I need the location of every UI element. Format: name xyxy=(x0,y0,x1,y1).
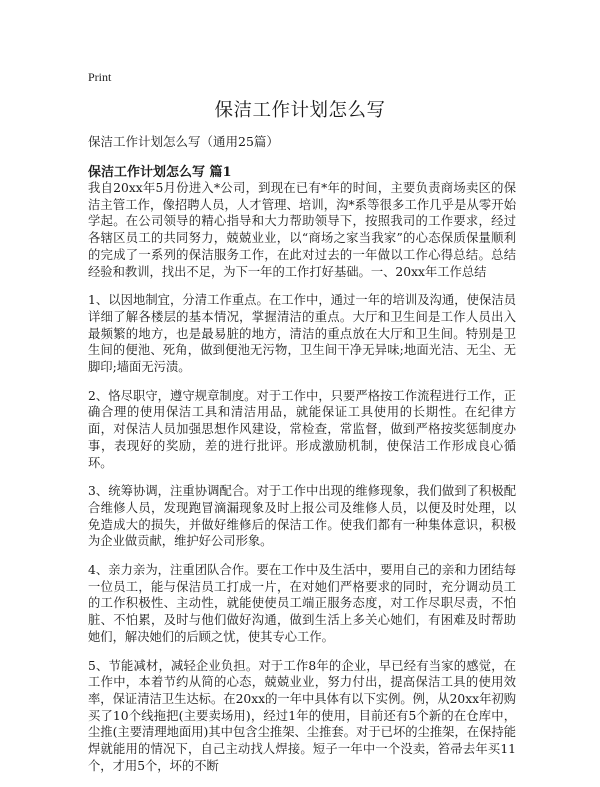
paragraph-1: 1、以因地制宜，分清工作重点。在工作中，通过一年的培训及沟通，使保洁员详细了解各楼层的基本情况，掌握清洁的重点。大厅和卫生间是工作人员出入最频繁的地方，也是最易脏的地方，清洁的重点放在大厅和卫生间。特别是卫生间的便池、死角，做到便池无污物，卫生间干净无异味;地面光洁、无尘、无脚印;墙面无污渍。 xyxy=(88,293,516,375)
paragraph-intro: 我自20xx年5月份进入*公司，到现在已有*年的时间，主要负责商场卖区的保洁主管工作，像招聘人员，人才管理、培训，沟*系等很多工作几乎是从零开始学起。在公司领导的精心指导和大力帮助领导下，按照我司的工作要求，经过各辖区员工的共同努力，兢兢业业，以“商场之家当我家”的心态保质保量顺利的完成了一系列的保洁服务工作，在此对过去的一年做以工作心得总结。总结经验和教训，找出不足，为下一年的工作打好基础。一、20xx年工作总结 xyxy=(88,181,516,279)
document-title: 保洁工作计划怎么写 xyxy=(214,100,386,121)
print-link[interactable]: Print xyxy=(88,70,112,84)
paragraph-5: 5、节能减材，减轻企业负担。对于工作8年的企业，早已经有当家的感觉，在工作中，本着节约从简的心态，兢兢业业，努力付出，提高保洁工具的使用效率，保证清洁卫生达标。在20xx的一年中具体有以下实例。例，从20xx年初购买了10个线拖把(主要卖场用)，经过1年的使用，目前还有5个新的在仓库中，尘推(主要清理地面用)其中包含尘推架、尘推套。对于已坏的尘推架，在保持能焊就能用的情况下，自己主动找人焊接。短子一年中一个没卖，笞帚去年买11个，才用5个，坏的不断 xyxy=(88,658,516,773)
document-subtitle: 保洁工作计划怎么写（通用25篇） xyxy=(88,134,279,149)
paragraph-3: 3、统筹协调，注重协调配合。对于工作中出现的维修现象，我们做到了积极配合维修人员，发现跑冒滴漏现象及时上报公司及维修人员，以便及时处理，以免造成大的损失，并做好维修后的保洁工作。使我们都有一种集体意识，积极为企业做贡献，维护好公司形象。 xyxy=(88,484,516,549)
section-heading: 保洁工作计划怎么写 篇1 xyxy=(88,165,232,180)
paragraph-4: 4、亲力亲为，注重团队合作。要在工作中及生活中，要用自己的亲和力团结每一位员工，能与保洁员工打成一片，在对她们严格要求的同时，充分调动员工的工作积极性、主动性，就能使使员工端正服务态度，对工作尽职尽责，不怕脏、不怕累，及时与他们做好沟通，做到生活上多关心她们，有困难及时帮助她们，解决她们的后顾之忧，使其专心工作。 xyxy=(88,563,516,644)
document-body xyxy=(88,180,516,787)
paragraph-2: 2、恪尽职守，遵守规章制度。对于工作中，只要严格按工作流程进行工作，正确合理的使用保洁工具和清洁用品，就能保证工具使用的长期性。在纪律方面，对保洁人员加强思想作风建设，常检查，常监督，做到严格按奖惩制度办事，表现好的奖励，差的进行批评。形成激励机制，使保洁工作形成良心循环。 xyxy=(88,388,516,470)
